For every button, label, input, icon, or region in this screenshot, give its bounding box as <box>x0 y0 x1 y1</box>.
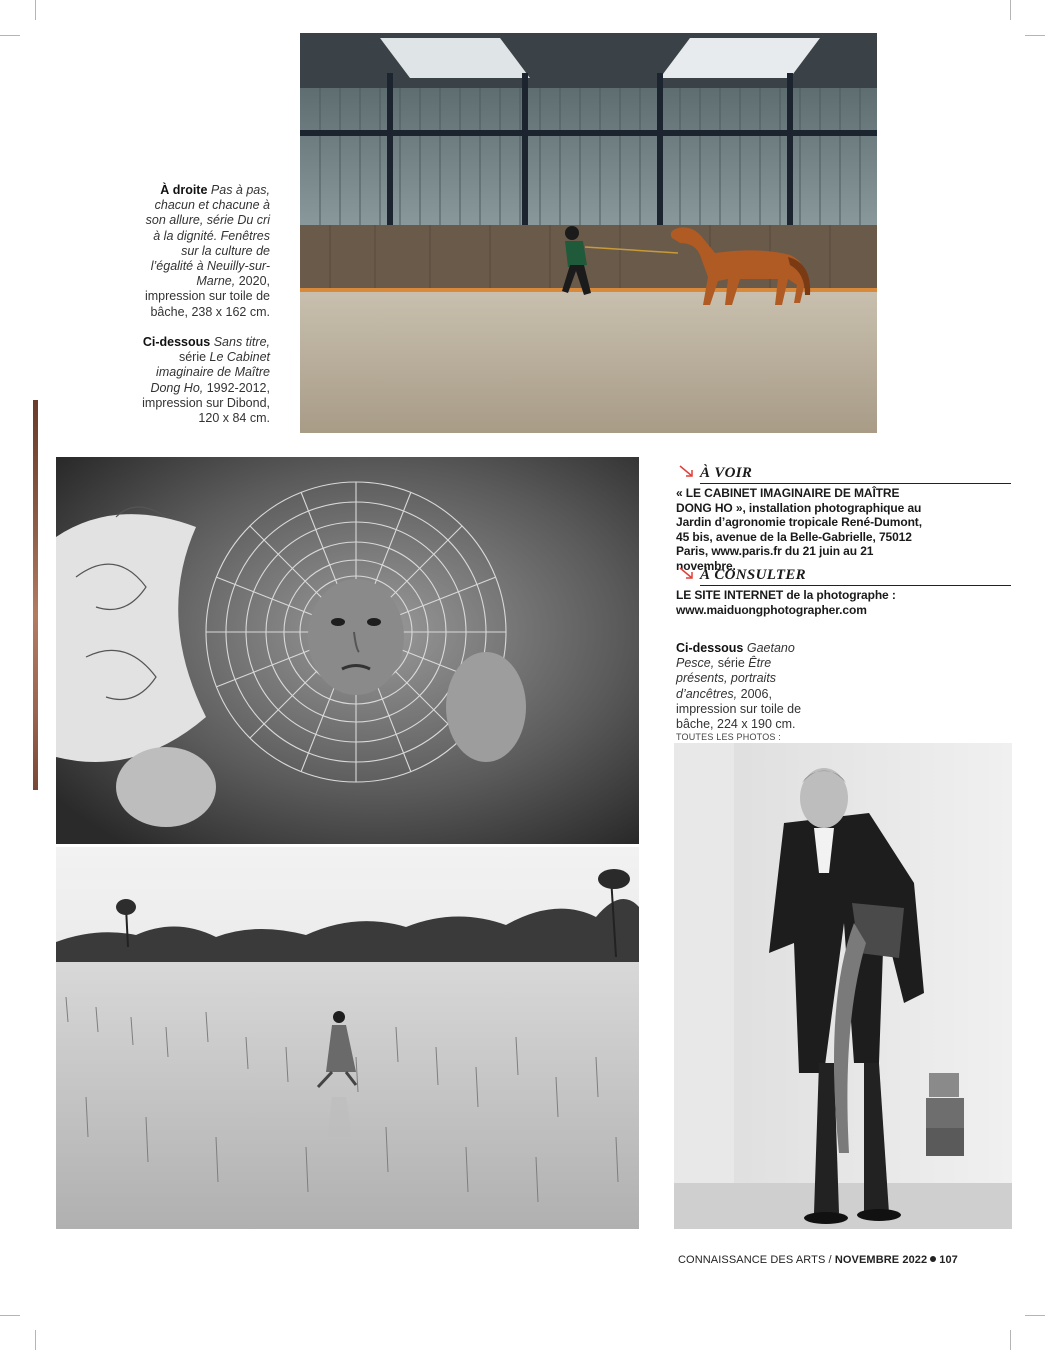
caption-mid: série <box>717 656 745 671</box>
caption-title: Être présents, portraits d’ancêtres, <box>676 656 777 701</box>
info-text-voir: installation photographique au Jardin d’agronomie tropicale René-Dumont, 45 bis, avenue de la Belle-Gabrielle, 75012 Paris, www.paris.fr du 21 juin au 21 novembre. <box>676 500 922 573</box>
info-heading-consulter: À CONSULTER <box>700 567 806 583</box>
arrow-icon <box>678 464 698 480</box>
info-heading-voir: À VOIR <box>700 465 753 481</box>
crop-mark <box>1025 1315 1045 1316</box>
caption-plain: 2020, impression sur toile de bâche, 238 x 162 cm. <box>144 274 270 319</box>
info-body-consulter <box>676 588 936 617</box>
photo-basket-child <box>56 457 639 844</box>
caption-plain: 1992-2012, impression sur Dibond, 120 x 84 cm. <box>142 380 270 426</box>
caption-below-1 <box>140 335 270 426</box>
crop-mark <box>1010 1330 1011 1350</box>
photo-rice-field <box>56 847 639 1229</box>
caption-below-2 <box>676 641 816 754</box>
crop-mark <box>1010 0 1011 20</box>
website-link[interactable]: www.maiduongphotographer.com <box>676 602 867 617</box>
sidebar-color-bar <box>33 400 38 790</box>
page-folio <box>678 1254 958 1266</box>
caption-plain: 2006, impression sur toile de bâche, 224 x 190 cm. <box>676 686 802 732</box>
crop-mark <box>0 1315 20 1316</box>
bullet-icon <box>930 1256 936 1262</box>
info-label-consulter: LE SITE INTERNET <box>676 588 784 602</box>
folio-publication: CONNAISSANCE DES ARTS / <box>678 1254 832 1266</box>
info-body-voir <box>676 486 936 574</box>
page-number: 107 <box>939 1254 958 1266</box>
info-divider <box>700 585 1011 586</box>
crop-mark <box>1025 35 1045 36</box>
info-text-consulter: de la photographe : <box>786 588 896 602</box>
crop-mark <box>35 0 36 20</box>
photo-portrait-man <box>674 743 1012 1229</box>
crop-mark <box>35 1330 36 1350</box>
caption-lead: À droite <box>160 183 208 197</box>
arrow-icon <box>678 566 698 582</box>
info-label-voir: « LE CABINET IMAGINAIRE DE MAÎTRE DONG HO », <box>676 486 900 515</box>
photo-credit: TOUTES LES PHOTOS : <box>676 732 781 743</box>
caption-text: Gaetano Pesce, <box>676 641 795 671</box>
caption-mid: série <box>178 350 207 365</box>
info-divider <box>700 483 1011 484</box>
crop-mark <box>0 35 20 36</box>
caption-lead: Ci-dessous <box>676 641 744 655</box>
caption-text: Pas à pas, chacun et chacune à son allure, série Du cri à la dignité. Fenêtres sur la culture de l’égalité à Neuilly-sur-Marne, <box>145 183 270 289</box>
photo-arena <box>300 33 877 433</box>
caption-text: Sans titre, <box>213 335 270 349</box>
caption-right <box>140 183 270 320</box>
caption-lead: Ci-dessous <box>142 335 211 349</box>
caption-title: Le Cabinet imaginaire de Maître Dong Ho, <box>150 350 270 395</box>
folio-issue: NOVEMBRE 2022 <box>834 1254 928 1266</box>
